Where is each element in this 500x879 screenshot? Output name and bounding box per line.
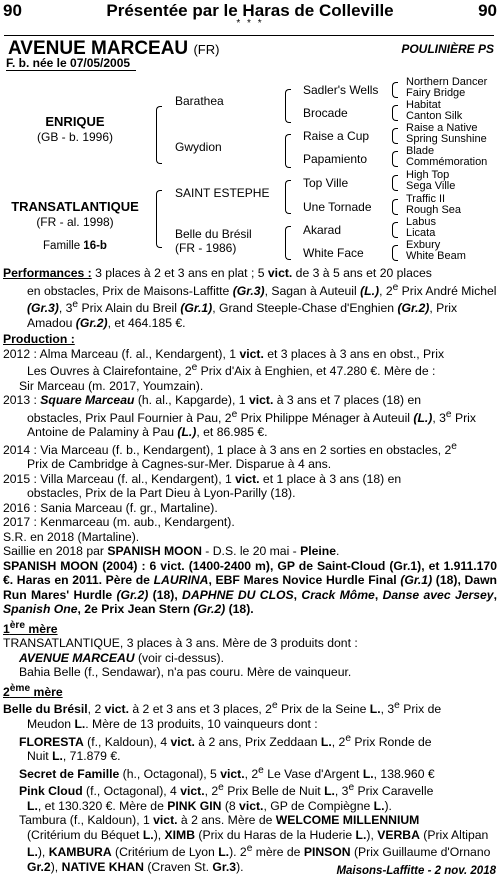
page-number-right: 90 (478, 1, 497, 20)
stallion-info: SPANISH MOON (2004) : 6 vict. (1400-2400 m), GP de Saint-Cloud (Gr.1), et 1.911.170 €. Haras en 2011. Père de LAURINA, EBF Mares Novice Hurdle Final (Gr.1) (18), Dawn Run Mares' Hurdle (Gr.2) (18), DAPHNE DU CLOS, Crack Môme, Danse avec Jersey, Spanish One, 2e Prix Jean Stern (Gr.2) (18). (3, 558, 498, 617)
prod-2016: 2016 : Sania Marceau (f. gr., Martaline). (3, 500, 218, 515)
bracket-g2-4 (285, 226, 291, 260)
g4-10: Sega Ville (406, 180, 456, 192)
g3-akarad: Akarad (303, 223, 342, 237)
g4-11: Traffic II (406, 193, 446, 205)
performances: Performances : 3 places à 2 et 3 ans en plat ; 5 vict. de 3 à 5 ans et 20 places (3, 266, 432, 280)
production-heading: Production : (3, 332, 75, 347)
g2-belle-du-bresil-detail: (FR - 1986) (175, 241, 237, 255)
g4-13: Labus (406, 216, 436, 228)
g3-une-tornade: Une Tornade (303, 200, 372, 214)
prod-2012-child: Sir Marceau (m. 2017, Youmzain). (19, 378, 204, 393)
sire-detail: (GB - b. 1996) (36, 130, 114, 144)
tambura: Tambura (f., Kaldoun), 1 vict. à 2 ans. Mère de WELCOME MILLENNIUM (19, 813, 420, 828)
g4-16: White Beam (406, 250, 466, 262)
catalogue-text (3, 266, 497, 874)
bracket-g3-8 (392, 245, 398, 261)
first-dam-heading: 1ère mère (3, 619, 58, 636)
g3-raise-a-cup: Raise a Cup (303, 129, 370, 143)
page-footer: Maisons-Laffitte - 2 nov. 2018 (336, 865, 496, 877)
g4-15: Exbury (406, 239, 441, 251)
first-dam-prod-1: AVENUE MARCEAU (voir ci-dessus). (19, 650, 224, 665)
first-dam: TRANSATLANTIQUE, 3 places à 3 ans. Mère de 3 produits dont : (3, 636, 358, 651)
g4-1: Northern Dancer (406, 76, 488, 88)
page-number-left: 90 (3, 1, 22, 20)
pink-cloud: Pink Cloud (f., Octagonal), 4 vict., 2e Prix Belle de Nuit L., 3e Prix Caravelle (19, 782, 434, 799)
prod-2017: 2017 : Kenmarceau (m. aub., Kendargent). (3, 515, 235, 530)
g3-sadlers-wells: Sadler's Wells (303, 83, 379, 97)
horse-type: POULINIÈRE PS (401, 42, 494, 56)
performances-cont: en obstacles, Prix de Maisons-Laffitte (Gr.3), Sagan à Auteuil (L.), 2e Prix André Michel (Gr.3), 3e Prix Alain du Breil (Gr.1), Grand Steeple-Chase d'Enghien (Gr.2), Prix Amadou (Gr.2), et 464.185 €. (27, 281, 497, 330)
stars-divider: * * * (236, 18, 264, 29)
first-dam-prod-2: Bahia Belle (f., Sendawar), n'a pas couru. Mère de vainqueur. (19, 665, 352, 680)
prod-2013-cont: obstacles, Prix Paul Fournier à Pau, 2e Prix Philippe Ménager à Auteuil (L.), 3e Prix Antoine de Palaminy à Pau (L.), et 86.985 €. (27, 408, 476, 440)
prod-2012-cont: Les Ouvres à Clairefontaine, 2e Prix d'Aix à Enghien, et 47.280 €. Mère de : (27, 362, 436, 379)
bracket-g3-5 (392, 175, 398, 191)
g4-12: Rough Sea (406, 204, 462, 216)
g4-5: Raise a Native (406, 122, 478, 134)
family-label: Famille (43, 240, 81, 252)
prod-2018: S.R. en 2018 (Martaline). (3, 529, 140, 544)
sire-name: ENRIQUE (45, 114, 105, 129)
g2-gwydion: Gwydion (175, 140, 222, 154)
prod-2013: 2013 : Square Marceau (h. al., Kapgarde), 1 vict. à 3 ans et 7 places (18) en (3, 393, 422, 408)
dam-detail: (FR - al. 1998) (36, 215, 114, 229)
bracket-g3-6 (392, 199, 398, 215)
horse-country: (FR) (193, 42, 220, 57)
floresta-cont: Nuit L., 71.879 €. (27, 749, 121, 764)
g4-3: Habitat (406, 99, 441, 111)
g4-4: Canton Silk (406, 110, 463, 122)
prod-2012: 2012 : Alma Marceau (f. al., Kendargent), 1 vict. et 3 places à 3 ans en obst., Prix (3, 346, 445, 361)
g2-belle-du-bresil: Belle du Brésil (175, 227, 252, 241)
bracket-g2-3 (285, 180, 291, 214)
bracket-g3-7 (392, 222, 398, 238)
page-header (0, 0, 500, 29)
prod-2014-cont: Prix de Cambridge à Cagnes-sur-Mer. Disparue à 4 ans. (27, 457, 332, 472)
g2-barathea: Barathea (175, 94, 224, 108)
g2-saint-estephe: SAINT ESTEPHE (175, 186, 270, 200)
page-title: Présentée par le Haras de Colleville (106, 1, 394, 20)
pedigree (0, 70, 500, 265)
g3-white-face: White Face (303, 246, 364, 260)
second-dam-cont: Meudon L.. Mère de 13 produits, 10 vainqueurs dont : (27, 717, 318, 731)
horse-header (4, 35, 494, 70)
g4-6: Spring Sunshine (406, 133, 487, 145)
horse-birth: F. b. née le 07/05/2005 (6, 56, 136, 71)
saillie: Saillie en 2018 par SPANISH MOON - D.S. le 20 mai - Pleine. (3, 544, 340, 559)
g4-7: Blade (406, 145, 435, 157)
pink-cloud-cont: L., et 130.320 €. Mère de PINK GIN (8 vict., GP de Compiègne L.). (27, 798, 392, 813)
horse-name-text: AVENUE MARCEAU (8, 38, 189, 59)
bracket-sire (156, 106, 162, 164)
bracket-dam (156, 190, 162, 248)
g4-8: Commémoration (406, 156, 488, 168)
g3-top-ville: Top Ville (303, 176, 349, 190)
g4-9: High Top (406, 169, 450, 181)
prod-2015: 2015 : Villa Marceau (f. al., Kendargent), 1 vict. et 1 place à 3 ans (18) en (3, 471, 402, 486)
tambura-cont: (Critérium du Béquet L.), XIMB (Prix du Haras de la Huderie L.), VERBA (Prix Altipan L.), KAMBURA (Critérium de Lyon L.). 2e mère de PINSON (Prix Guillaume d'Ornano Gr.2), NATIVE KHAN (Craven St. Gr.3). (27, 827, 491, 874)
dam-name: TRANSATLANTIQUE (11, 199, 139, 214)
family (6, 240, 144, 252)
secret-de-famille: Secret de Famille (h., Octagonal), 5 vict., 2e Le Vase d'Argent L., 138.960 € (19, 764, 435, 781)
second-dam-heading: 2ème mère (3, 682, 63, 699)
g3-brocade: Brocade (303, 106, 348, 120)
bracket-g2-2 (285, 134, 291, 168)
bracket-g3-4 (392, 151, 398, 167)
prod-2014: 2014 : Via Marceau (f. b., Kendargent), 1 place à 3 ans en 2 sorties en obstacles, 2e (3, 440, 457, 457)
bracket-g3-3 (392, 128, 398, 144)
g4-2: Fairy Bridge (406, 87, 466, 99)
bracket-g2-1 (285, 89, 291, 123)
prod-2015-cont: obstacles, Prix de la Part Dieu à Lyon-Parilly (18). (27, 486, 296, 501)
bracket-g3-1 (392, 82, 398, 98)
g4-14: Licata (406, 227, 436, 239)
second-dam: Belle du Brésil, 2 vict. à 2 et 3 ans et 3 places, 2e Prix de la Seine L., 3e Prix de (3, 700, 442, 717)
family-value: 16-b (83, 240, 107, 252)
g3-papamiento: Papamiento (303, 152, 368, 166)
bracket-g3-2 (392, 105, 398, 121)
floresta: FLORESTA (f., Kaldoun), 4 vict. à 2 ans, Prix Zeddaan L., 2e Prix Ronde de (19, 732, 432, 749)
